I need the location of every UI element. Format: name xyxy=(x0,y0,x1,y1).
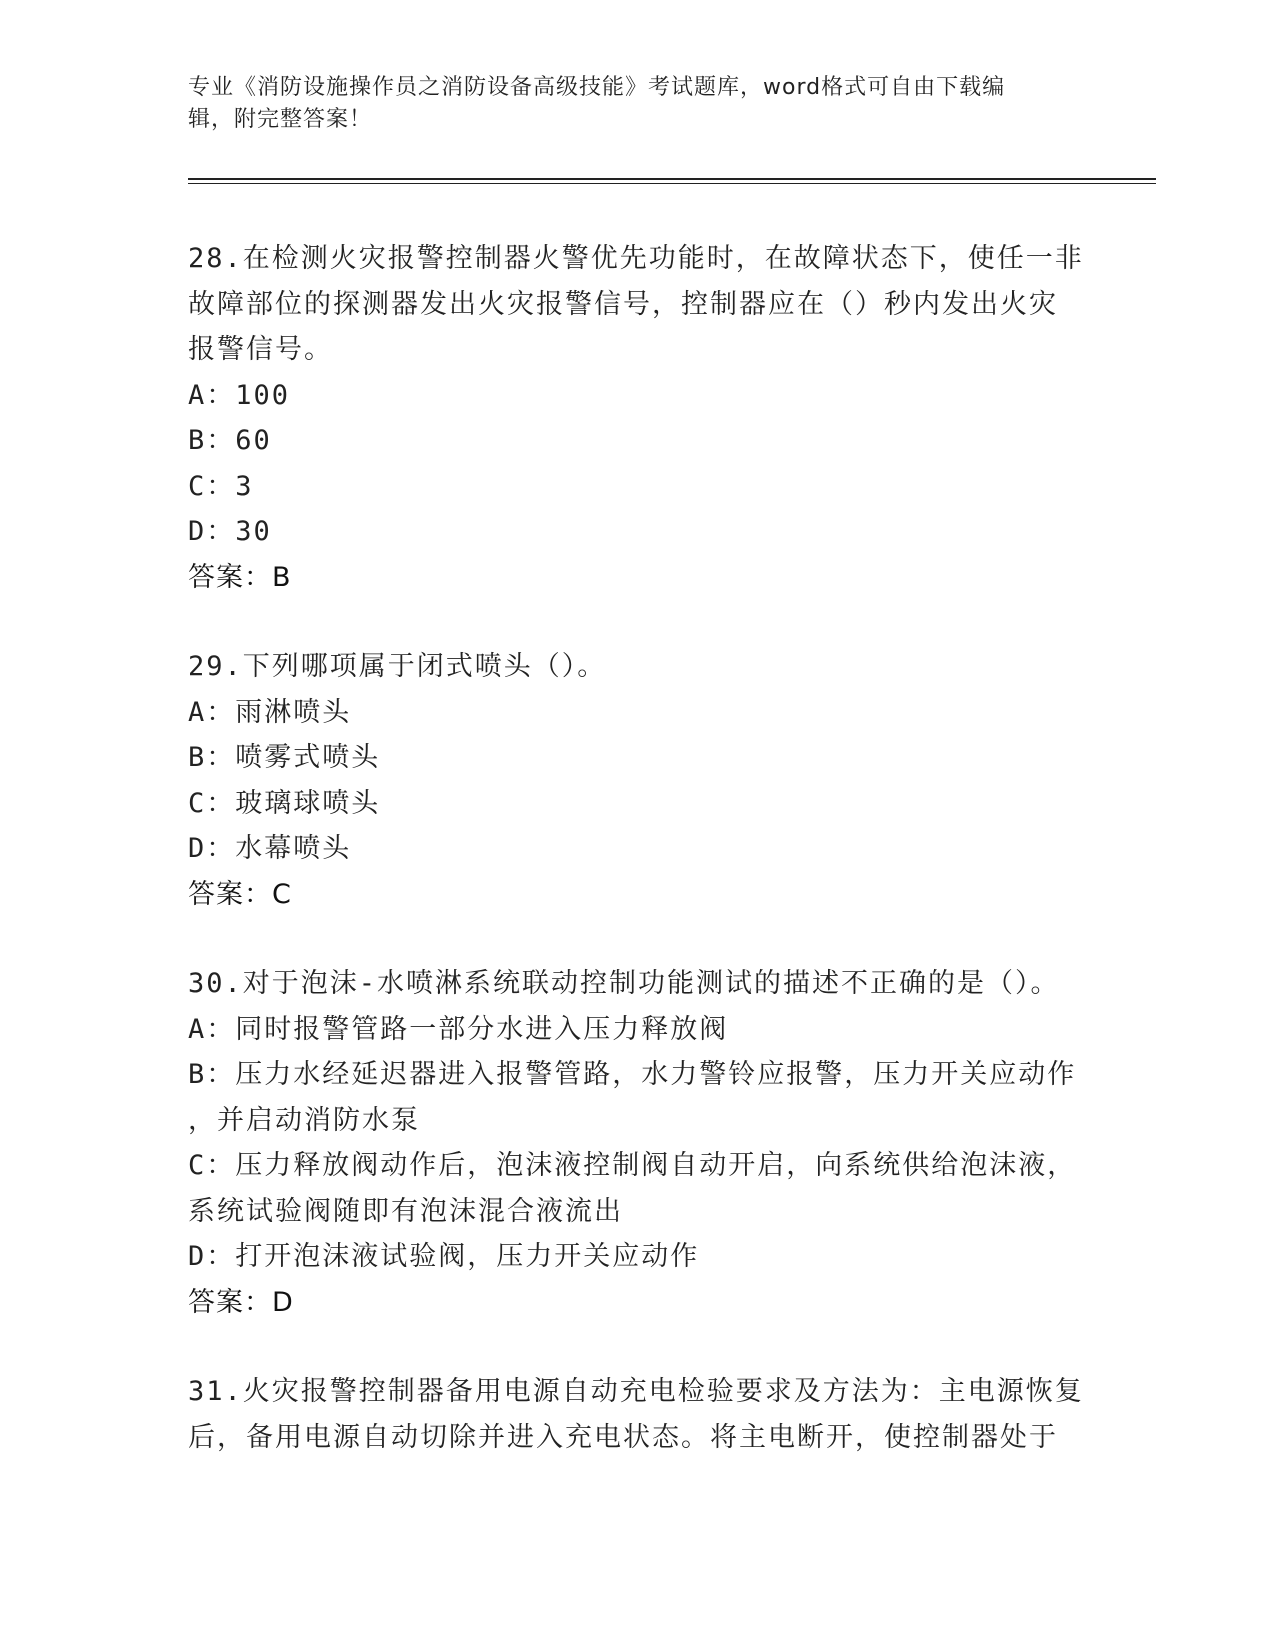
option-c: C：3 xyxy=(188,470,254,502)
option-c: C：压力释放阀动作后，泡沫液控制阀自动开启，向系统供给泡沫液， xyxy=(188,1150,1077,1181)
option-a: A：同时报警管路一部分水进入压力释放阀 xyxy=(188,1013,729,1045)
question-stem: 报警信号。 xyxy=(188,334,333,365)
header-line-2: 辑，附完整答案！ xyxy=(188,107,373,132)
question-list xyxy=(188,236,1088,1504)
question-stem: 29.下列哪项属于闭式喷头（）。 xyxy=(188,651,607,682)
question-stem: 后，备用电源自动切除并进入充电状态。将主电断开，使控制器处于 xyxy=(188,1421,1058,1453)
option-a: A：雨淋喷头 xyxy=(188,696,352,728)
header-rule-thin xyxy=(188,183,1156,184)
question-stem: 30.对于泡沫-水喷淋系统联动控制功能测试的描述不正确的是（）。 xyxy=(188,968,1060,999)
answer-label: 答案：B xyxy=(188,561,292,593)
option-d: D：打开泡沫液试验阀，压力开关应动作 xyxy=(188,1241,700,1272)
question-29 xyxy=(188,644,1088,917)
question-28 xyxy=(188,236,1088,600)
question-stem: 31.火灾报警控制器备用电源自动充电检验要求及方法为：主电源恢复 xyxy=(188,1376,1084,1407)
option-a: A：100 xyxy=(188,379,291,411)
option-c-continued: 系统试验阀随即有泡沫混合液流出 xyxy=(188,1195,623,1227)
option-b: B：压力水经延迟器进入报警管路，水力警铃应报警，压力开关应动作 xyxy=(188,1059,1077,1090)
option-d: D：30 xyxy=(188,516,272,547)
answer-label: 答案：D xyxy=(188,1286,294,1318)
header-line-1: 专业《消防设施操作员之消防设备高级技能》考试题库，word格式可自由下载编 xyxy=(188,75,1006,100)
option-d: D：水幕喷头 xyxy=(188,833,352,864)
question-stem: 28.在检测火灾报警控制器火警优先功能时，在故障状态下，使任一非 xyxy=(188,243,1084,274)
document-header xyxy=(188,72,1088,136)
option-b: B：喷雾式喷头 xyxy=(188,742,381,773)
header-rule-thick xyxy=(188,178,1156,180)
option-b-continued: ，并启动消防水泵 xyxy=(188,1104,420,1136)
question-stem: 故障部位的探测器发出火灾报警信号，控制器应在（）秒内发出火灾 xyxy=(188,288,1058,320)
question-31 xyxy=(188,1369,1088,1460)
option-c: C：玻璃球喷头 xyxy=(188,787,381,819)
option-b: B：60 xyxy=(188,425,272,456)
answer-label: 答案：C xyxy=(188,878,292,910)
question-30 xyxy=(188,961,1088,1325)
